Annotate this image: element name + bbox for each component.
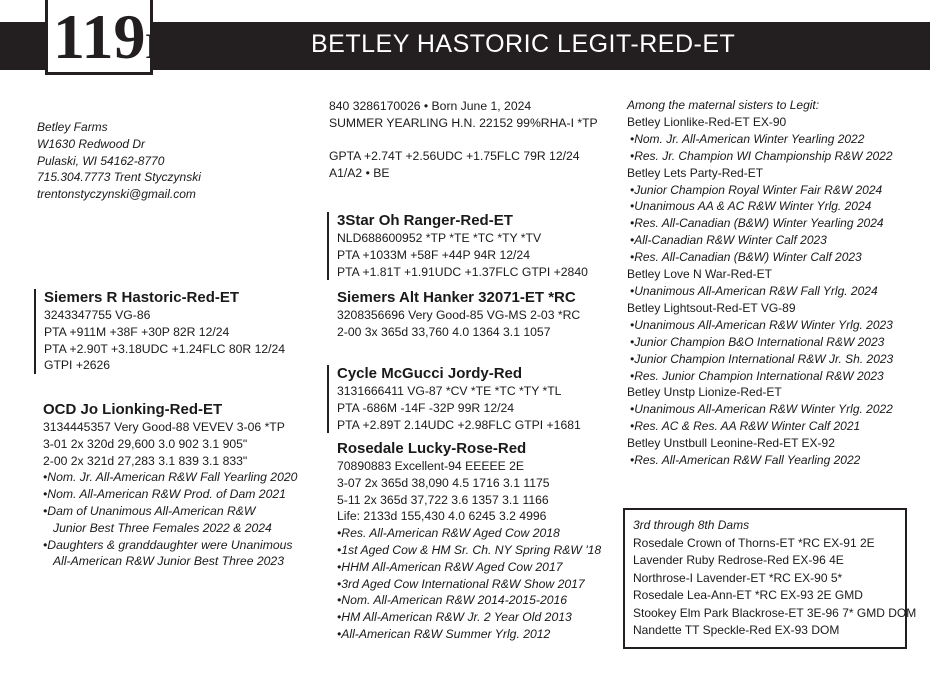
sister-honor: •Unanimous All-American R&W Fall Yrlg. 2024: [630, 283, 878, 298]
consignor-info: [37, 119, 201, 203]
sire-block: [34, 289, 285, 374]
dam-dam-honor: •3rd Aged Cow International R&W Show 2017: [337, 576, 585, 591]
sire-line: 3243347755 VG-86: [44, 308, 151, 322]
consignor-line: Betley Farms: [37, 120, 108, 134]
sire-name: Siemers R Hastoric-Red-ET: [44, 289, 240, 306]
dam-dam-honor: •All-American R&W Summer Yrlg. 2012: [337, 626, 551, 641]
dam-sire-name: Cycle McGucci Jordy-Red: [337, 365, 523, 382]
sire-dam-line: 2-00 3x 365d 33,760 4.0 1364 3.1 1057: [337, 324, 551, 339]
sire-sire-name: 3Star Oh Ranger-Red-ET: [337, 212, 513, 229]
info-line: SUMMER YEARLING H.N. 22152 99%RHA-I *TP: [329, 115, 598, 130]
dam-dam-name: Rosedale Lucky-Rose-Red: [337, 440, 527, 457]
dam-honor: Junior Best Three Females 2022 & 2024: [53, 520, 272, 535]
dam-honor: •Nom. Jr. All-American R&W Fall Yearling 2020: [43, 470, 298, 485]
sister-honor: •Junior Champion International R&W Jr. Sh. 2023: [630, 351, 894, 366]
lot-number-digits: 119: [53, 1, 146, 72]
sister-honor: •All-Canadian R&W Winter Calf 2023: [630, 233, 827, 248]
sister-name: Betley Unstbull Leonine-Red-ET EX-92: [627, 436, 835, 451]
sire-sire-line: PTA +1.81T +1.91UDC +1.37FLC GTPI +2840: [337, 264, 588, 279]
lot-number-suffix: R: [145, 26, 172, 66]
dam-sire-line: PTA -686M -14F -32P 99R 12/24: [337, 400, 515, 415]
sire-line: PTA +911M +38F +30P 82R 12/24: [44, 324, 230, 339]
dam-sire-block: [327, 365, 581, 433]
sire-dam-block: [337, 289, 580, 341]
animal-title: BETLEY HASTORIC LEGIT-RED-ET: [311, 30, 736, 58]
sister-honor: •Res. All-Canadian (B&W) Winter Yearling 2024: [630, 216, 884, 231]
dams-line: Rosedale Lea-Ann-ET *RC EX-93 2E GMD: [633, 588, 863, 602]
sister-honor: •Unanimous All-American R&W Winter Yrlg. 2023: [630, 317, 893, 332]
dam-dam-block: [337, 440, 601, 643]
sister-honor: •Res. Jr. Champion WI Championship R&W 2022: [630, 148, 893, 163]
sisters-heading: Among the maternal sisters to Legit:: [627, 98, 820, 112]
sister-honor: •Nom. Jr. All-American Winter Yearling 2022: [630, 131, 865, 146]
sire-line: GTPI +2626: [44, 358, 111, 373]
dam-dam-honor: •Res. All-American R&W Aged Cow 2018: [337, 526, 560, 541]
sire-sire-block: [327, 212, 588, 280]
sire-line: PTA +2.90T +3.18UDC +1.24FLC 80R 12/24: [44, 341, 286, 356]
consignor-line: W1630 Redwood Dr: [37, 136, 146, 151]
info-line: 840 3286170026 • Born June 1, 2024: [329, 99, 532, 113]
sire-dam-line: 3208356696 Very Good-85 VG-MS 2-03 *RC: [337, 308, 581, 322]
dam-dam-honor: •1st Aged Cow & HM Sr. Ch. NY Spring R&W '18: [337, 542, 602, 557]
dam-honor: All-American R&W Junior Best Three 2023: [53, 554, 284, 569]
sister-honor: •Junior Champion B&O International R&W 2023: [630, 334, 885, 349]
sister-honor: •Res. AC & Res. AA R&W Winter Calf 2021: [630, 419, 861, 434]
info-line: A1/A2 • BE: [329, 166, 390, 181]
dams-heading: 3rd through 8th Dams: [633, 518, 750, 532]
sister-name: Betley Unstp Lionize-Red-ET: [627, 385, 782, 400]
consignor-line: Pulaski, WI 54162-8770: [37, 153, 165, 168]
sister-name: Betley Lionlike-Red-ET EX-90: [627, 114, 787, 129]
sister-honor: •Res. Junior Champion International R&W 2023: [630, 368, 884, 383]
dam-honor: •Nom. All-American R&W Prod. of Dam 2021: [43, 487, 286, 502]
consignor-line: trentonstyczynski@gmail.com: [37, 187, 196, 202]
dam-dam-honor: •HM All-American R&W Jr. 2 Year Old 2013: [337, 610, 572, 625]
dams-line: Lavender Ruby Redrose-Red EX-96 4E: [633, 553, 844, 567]
dams-line: Stookey Elm Park Blackrose-ET 3E-96 7* GMD DOM: [633, 605, 917, 620]
dam-sire-line: PTA +2.89T 2.14UDC +2.98FLC GTPI +1681: [337, 417, 581, 432]
animal-info: [329, 98, 598, 182]
lot-number: [53, 1, 172, 78]
dam-line: 3134445357 Very Good-88 VEVEV 3-06 *TP: [43, 420, 285, 434]
sister-name: Betley Lightsout-Red-ET VG-89: [627, 300, 796, 315]
maternal-sisters: [627, 97, 893, 469]
dam-dam-line: 5-11 2x 365d 37,722 3.6 1357 3.1 1166: [337, 492, 549, 507]
sire-dam-name: Siemers Alt Hanker 32071-ET *RC: [337, 289, 576, 306]
sisters-list: [627, 114, 893, 469]
dam-honor: •Dam of Unanimous All-American R&W: [43, 503, 256, 518]
dams-line: Rosedale Crown of Thorns-ET *RC EX-91 2E: [633, 535, 875, 550]
dams-line: Northrose-I Lavender-ET *RC EX-90 5*: [633, 570, 843, 585]
sister-honor: •Unanimous AA & AC R&W Winter Yrlg. 2024: [630, 199, 872, 214]
dam-dam-honor: •HHM All-American R&W Aged Cow 2017: [337, 559, 563, 574]
sister-honor: •Unanimous All-American R&W Winter Yrlg. 2022: [630, 402, 893, 417]
sister-name: Betley Lets Party-Red-ET: [627, 165, 764, 180]
dam-honor: •Daughters & granddaughter were Unanimous: [43, 537, 293, 552]
sire-sire-line: PTA +1033M +58F +44P 94R 12/24: [337, 247, 530, 262]
sire-sire-line: NLD688600952 *TP *TE *TC *TY *TV: [337, 231, 542, 245]
sister-name: Betley Love N War-Red-ET: [627, 267, 772, 282]
dam-dam-line: 70890883 Excellent-94 EEEEE 2E: [337, 459, 525, 473]
dam-sire-line: 3131666411 VG-87 *CV *TE *TC *TY *TL: [337, 384, 562, 398]
info-line: [329, 132, 598, 149]
sister-honor: •Res. All-Canadian (B&W) Winter Calf 2023: [630, 250, 862, 265]
dams-box: [623, 508, 917, 649]
consignor-line: 715.304.7773 Trent Styczynski: [37, 170, 201, 185]
dam-block: [43, 401, 297, 570]
info-line: GPTA +2.74T +2.56UDC +1.75FLC 79R 12/24: [329, 149, 580, 164]
dam-dam-line: 3-07 2x 365d 38,090 4.5 1716 3.1 1175: [337, 475, 550, 490]
dams-line: Nandette TT Speckle-Red EX-93 DOM: [633, 623, 840, 637]
dam-dam-honor: •Nom. All-American R&W 2014-2015-2016: [337, 593, 568, 608]
dam-line: 2-00 2x 321d 27,283 3.1 839 3.1 833": [43, 453, 248, 468]
sister-honor: •Res. All-American R&W Fall Yearling 2022: [630, 453, 861, 468]
dam-name: OCD Jo Lionking-Red-ET: [43, 401, 223, 418]
dam-line: 3-01 2x 320d 29,600 3.0 902 3.1 905": [43, 436, 248, 451]
sister-honor: •Junior Champion Royal Winter Fair R&W 2024: [630, 182, 883, 197]
dam-dam-line: Life: 2133d 155,430 4.0 6245 3.2 4996: [337, 509, 547, 524]
